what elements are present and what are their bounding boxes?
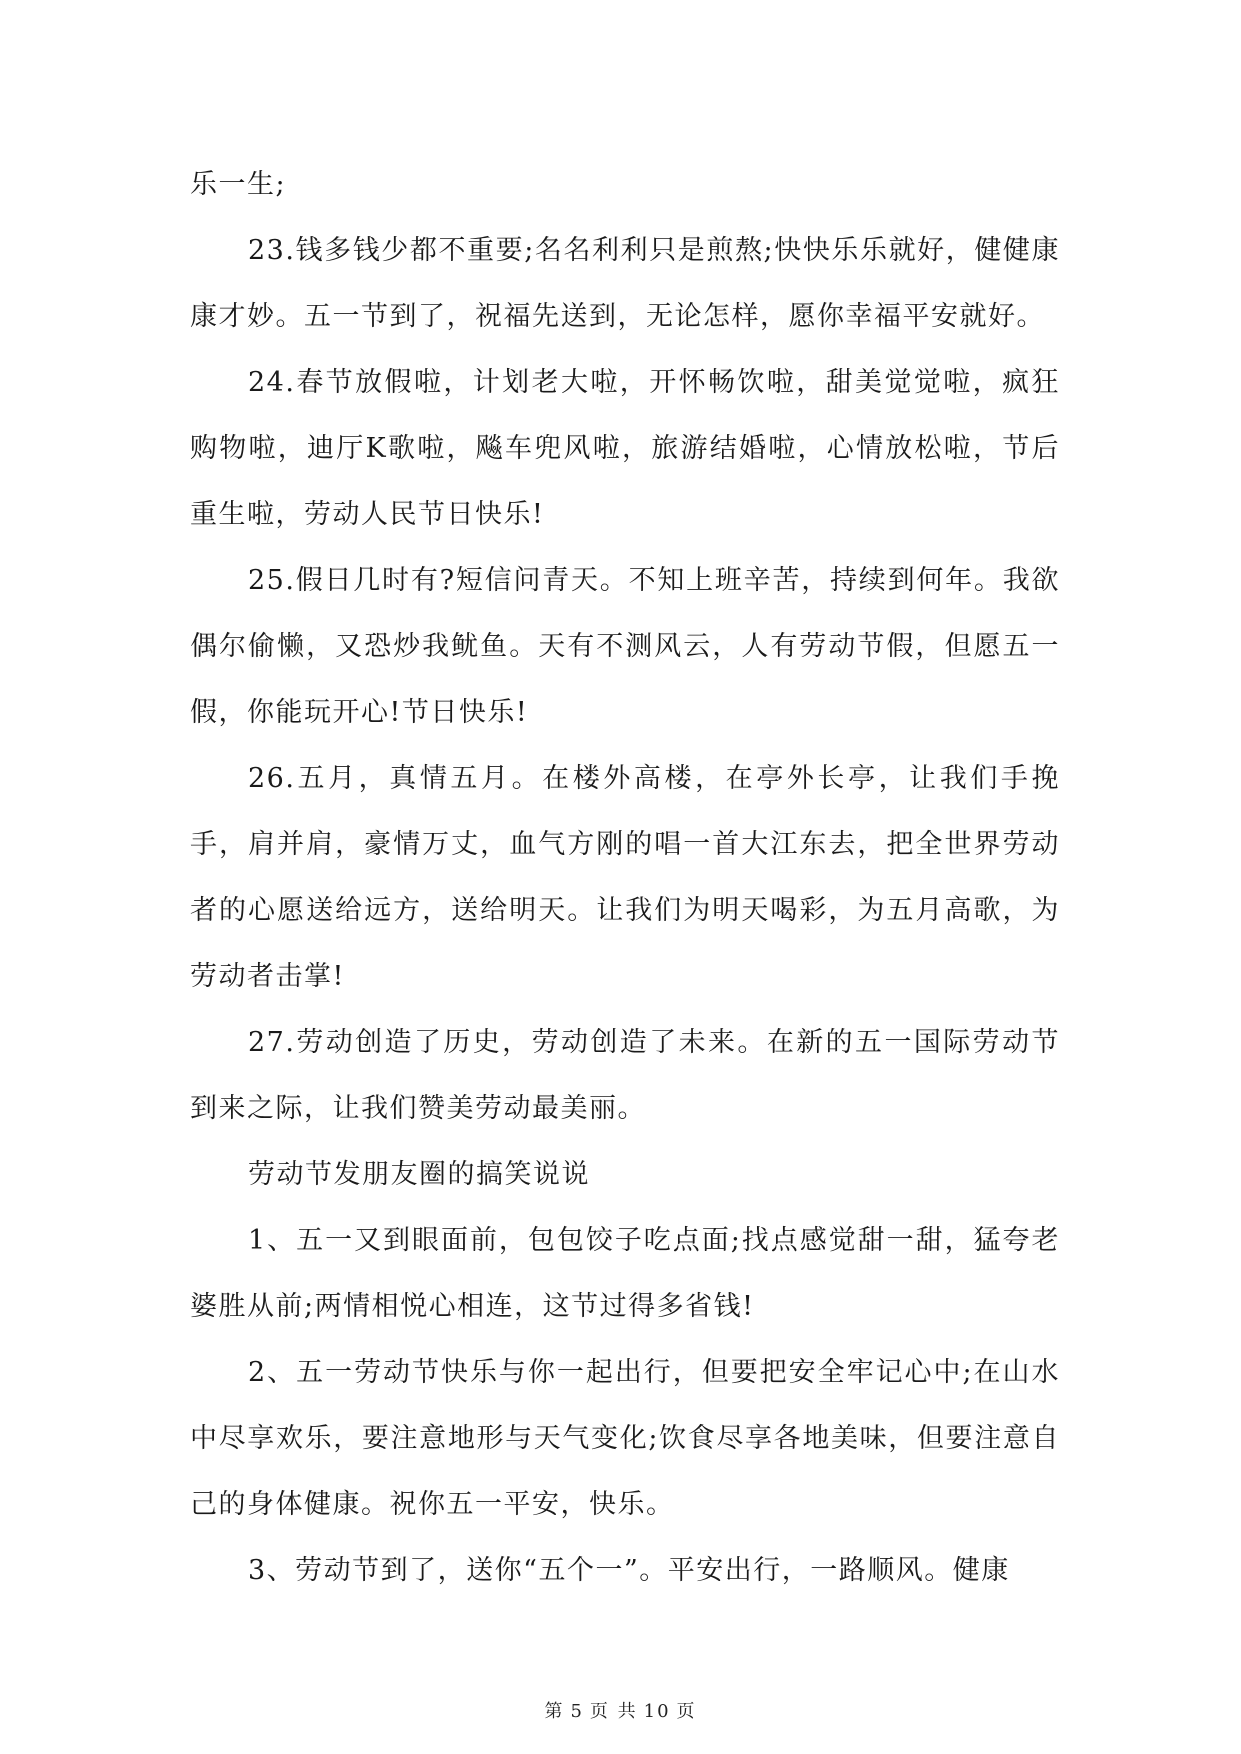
section-heading: 劳动节发朋友圈的搞笑说说 [248, 1159, 590, 1190]
paragraph: 23.钱多钱少都不重要;名名利利只是煎熬;快快乐乐就好，健健康康才妙。五一节到了，祝福先送到，无论怎样，愿你幸福平安就好。 [190, 235, 1060, 332]
paragraph: 3、劳动节到了，送你“五个一”。平安出行，一路顺风。健康 [248, 1555, 1010, 1586]
footer-suffix: 页 [676, 1701, 697, 1722]
footer-page-number: 5 [570, 1701, 584, 1722]
page-footer [0, 1697, 1241, 1723]
footer-total-pages: 10 [643, 1701, 671, 1722]
footer-middle: 页 共 [589, 1701, 638, 1722]
paragraph: 26.五月，真情五月。在楼外高楼，在亭外长亭，让我们手挽手，肩并肩，豪情万丈，血气方刚的唱一首大江东去，把全世界劳动者的心愿送给远方，送给明天。让我们为明天喝彩，为五月高歌，为劳动者击掌! [190, 763, 1060, 992]
paragraph: 乐一生; [190, 169, 287, 200]
paragraph: 1、五一又到眼面前，包包饺子吃点面;找点感觉甜一甜，猛夸老婆胜从前;两情相悦心相连，这节过得多省钱! [190, 1225, 1060, 1322]
footer-prefix: 第 [544, 1701, 565, 1722]
body-text [190, 152, 1060, 1604]
paragraph: 2、五一劳动节快乐与你一起出行，但要把安全牢记心中;在山水中尽享欢乐，要注意地形与天气变化;饮食尽享各地美味，但要注意自己的身体健康。祝你五一平安，快乐。 [190, 1357, 1060, 1520]
paragraph: 25.假日几时有?短信问青天。不知上班辛苦，持续到何年。我欲偶尔偷懒，又恐炒我鱿鱼。天有不测风云，人有劳动节假，但愿五一假，你能玩开心!节日快乐! [190, 565, 1060, 728]
paragraph: 24.春节放假啦，计划老大啦，开怀畅饮啦，甜美觉觉啦，疯狂购物啦，迪厅K歌啦，飚车兜风啦，旅游结婚啦，心情放松啦，节后重生啦，劳动人民节日快乐! [190, 367, 1060, 530]
paragraph: 27.劳动创造了历史，劳动创造了未来。在新的五一国际劳动节到来之际，让我们赞美劳动最美丽。 [190, 1027, 1060, 1124]
